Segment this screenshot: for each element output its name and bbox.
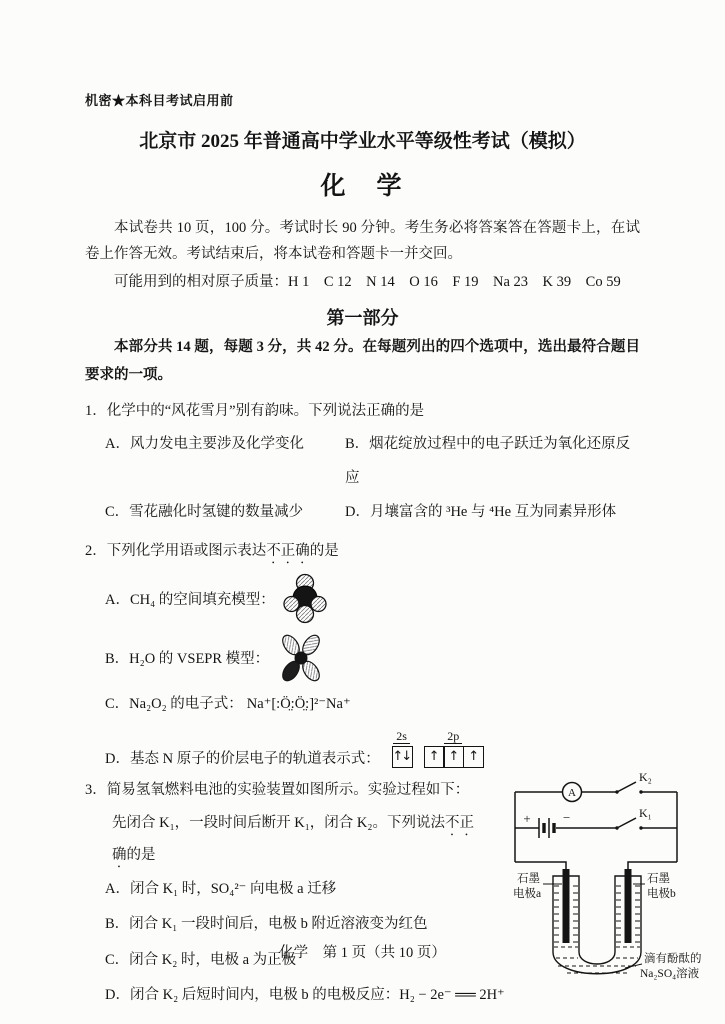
exam-title: 北京市 2025 年普通高中学业水平等级性考试（模拟） [139, 131, 586, 152]
option-d [85, 730, 640, 768]
question-3-figure [477, 770, 702, 1014]
page-footer: 化学 第 1 页（共 10 页） [279, 945, 446, 961]
solution-label: 滴有酚酞的 [644, 952, 702, 965]
orbital-2s-group [392, 730, 412, 768]
option-c: C．闭合 K₂ 时，电极 a 为正极 [105, 951, 297, 968]
option-a: A．闭合 K₁ 时，SO₄²⁻ 向电极 a 迁移 [105, 880, 337, 897]
solution-label: Na₂SO₄溶液 [640, 967, 700, 980]
orbital-2s-label: 2s [393, 730, 410, 744]
option-a: A．风力发电主要涉及化学变化 [105, 435, 304, 452]
question-2 [85, 536, 640, 768]
question-1-options [85, 427, 640, 529]
option-b: B．烟花绽放过程中的电子跃迁为氧化还原反应 [345, 435, 631, 486]
exam-instructions: 本试卷共 10 页，100 分。考试时长 90 分钟。考生务必将答案答在答题卡上，在试卷上作答无效。考试结束后，将本试卷和答题卡一并交回。 [85, 220, 640, 263]
orbital-2s-boxes [392, 746, 412, 768]
electrode-b-label: 石墨 [647, 872, 670, 885]
question-3-text [85, 774, 505, 1014]
option-b: B．闭合 K₁ 一段时间后，电极 b 附近溶液变为红色 [105, 916, 428, 933]
part1-instructions: 本部分共 14 题，每题 3 分，共 42 分。在每题列出的四个选项中，选出最符合题目要求的一项。 [85, 339, 640, 383]
option-a [85, 569, 640, 629]
subject-title: 化 学 [320, 173, 405, 200]
option-b [85, 629, 640, 687]
option-c [85, 689, 640, 721]
stem-suffix: 的是 [126, 847, 156, 864]
ammeter-label: A [568, 786, 576, 799]
option-c-label: C．Na₂O₂ 的电子式： [105, 695, 243, 712]
part1-heading: 第一部分 [326, 308, 399, 329]
orbital-box: ↑ [443, 746, 464, 768]
stem-emphasis: 不正确 [266, 542, 310, 559]
switch-k2-label: K₂ [639, 769, 652, 784]
ch4-space-filling-model-icon [281, 572, 329, 626]
atomic-masses: 可能用到的相对原子质量：H 1 C 12 N 14 O 16 F 19 Na 23 K 39 Co 59 [114, 273, 621, 290]
orbital-box: ↑ [424, 746, 445, 768]
question-3 [85, 769, 702, 1014]
question-1-stem: 1．化学中的“风花雪月”别有韵味。下列说法正确的是 [85, 403, 425, 420]
switch-k1-label: K₁ [639, 805, 652, 820]
stem-suffix: 的是 [309, 542, 339, 559]
option-b-label: B．H₂O 的 VSEPR 模型： [105, 651, 270, 668]
electrode-a-label: 石墨 [517, 872, 540, 885]
electrode-a-label: 电极a [513, 887, 542, 900]
battery-minus-label: − [563, 809, 571, 825]
stem-prefix: 3．简易氢氧燃料电池的实验装置如图所示。实验过程如下：先闭合 K₁，一段时间后断开 K₁，闭合 K₂。下列说法 [85, 781, 470, 831]
orbital-2p-group [424, 730, 483, 768]
h2o-vsepr-model-icon [275, 632, 327, 684]
battery-plus-label: + [523, 810, 531, 826]
electrode-b-label: 电极b [647, 887, 676, 900]
orbital-2p-boxes [424, 746, 483, 768]
option-d: D．月壤富含的 ³He 与 ⁴He 互为同素异形体 [345, 503, 617, 520]
option-d: D．闭合 K₂ 后短时间内，电极 b 的电极反应：H₂ − 2e⁻ ══ 2H⁺ [105, 987, 505, 1004]
option-c: C．雪花融化时氢键的数量减少 [105, 503, 304, 520]
question-2-stem [85, 536, 640, 567]
orbital-2p-label: 2p [444, 730, 462, 744]
stem-emphasis: 不正确 [112, 814, 474, 864]
question-3-stem [85, 774, 477, 872]
stem-prefix: 2．下列化学用语或图示表达 [85, 542, 267, 559]
question-1 [85, 396, 640, 529]
option-a-label: A．CH₄ 的空间填充模型： [105, 592, 275, 609]
orbital-box: ↑↓ [392, 746, 413, 768]
option-d-label: D．基态 N 原子的价层电子的轨道表示式： [105, 750, 380, 767]
security-notice: 机密★本科目考试启用前 [85, 93, 234, 108]
electron-formula: Na⁺[:Ö̤:Ö̤:]²⁻Na⁺ [246, 695, 351, 712]
orbital-box: ↑ [463, 746, 484, 768]
